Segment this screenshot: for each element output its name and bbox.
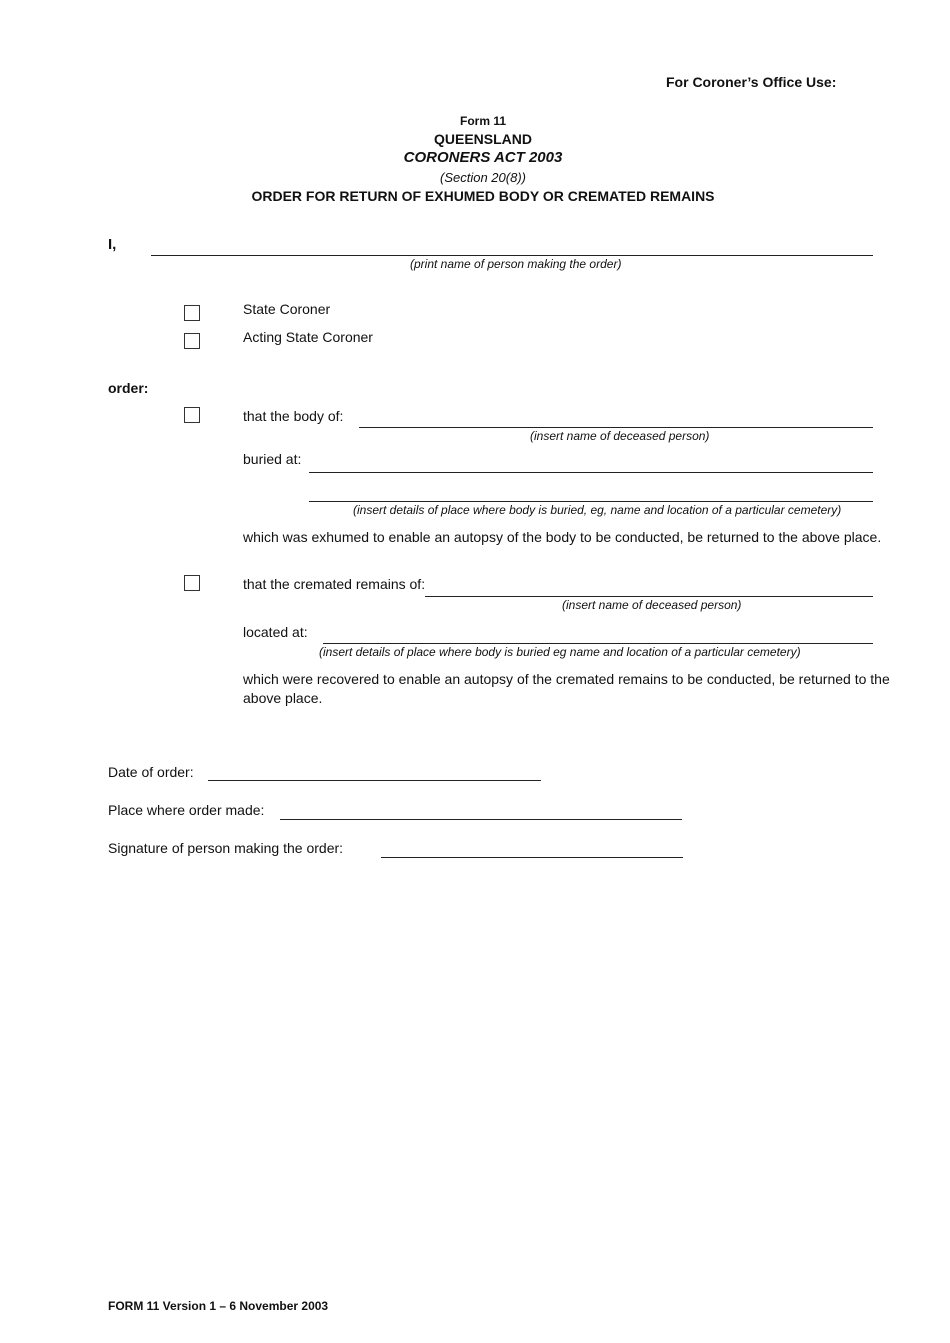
- buried-at-field-line2[interactable]: [309, 501, 873, 502]
- date-of-order-label: Date of order:: [108, 764, 194, 780]
- order-label: order:: [108, 380, 149, 396]
- located-at-caption: (insert details of place where body is buried eg name and location of a particular cemetery): [319, 645, 801, 659]
- place-order-made-field[interactable]: [280, 819, 682, 820]
- section-ref: (Section 20(8)): [440, 170, 526, 185]
- state-coroner-checkbox[interactable]: [184, 305, 200, 321]
- state-coroner-label: State Coroner: [243, 301, 331, 317]
- name-field[interactable]: [151, 255, 873, 256]
- form-version: FORM 11 Version 1 – 6 November 2003: [108, 1299, 329, 1313]
- signature-label: Signature of person making the order:: [108, 840, 344, 856]
- office-use-label: For Coroner’s Office Use:: [666, 74, 837, 90]
- remains-statement-line1: which were recovered to enable an autopsy of the cremated remains to be conducted, be returned to the: [243, 671, 890, 687]
- buried-at-label: buried at:: [243, 451, 302, 467]
- i-label: I,: [108, 236, 117, 253]
- remains-of-label: that the cremated remains of:: [243, 576, 426, 592]
- place-order-made-label: Place where order made:: [108, 802, 265, 818]
- body-return-checkbox[interactable]: [184, 407, 200, 423]
- form-number: Form 11: [459, 114, 507, 128]
- body-deceased-name-field[interactable]: [359, 427, 873, 428]
- date-of-order-field[interactable]: [208, 780, 541, 781]
- acting-state-coroner-label: Acting State Coroner: [243, 329, 373, 345]
- acting-state-coroner-checkbox[interactable]: [184, 333, 200, 349]
- body-of-label: that the body of:: [243, 408, 344, 424]
- signature-field[interactable]: [381, 857, 683, 858]
- buried-at-caption: (insert details of place where body is buried, eg, name and location of a particular cemetery): [353, 503, 842, 517]
- remains-statement-line2: above place.: [243, 690, 323, 706]
- state-name: QUEENSLAND: [433, 131, 532, 147]
- buried-at-field-line1[interactable]: [309, 472, 873, 473]
- name-caption: (print name of person making the order): [410, 257, 622, 271]
- remains-return-checkbox[interactable]: [184, 575, 200, 591]
- remains-deceased-name-field[interactable]: [425, 596, 873, 597]
- act-title: CORONERS ACT 2003: [403, 149, 563, 166]
- body-deceased-caption: (insert name of deceased person): [530, 429, 710, 443]
- body-statement: which was exhumed to enable an autopsy of the body to be conducted, be returned to the above place.: [243, 529, 882, 545]
- remains-deceased-caption: (insert name of deceased person): [562, 598, 742, 612]
- located-at-label: located at:: [243, 624, 308, 640]
- page-title: ORDER FOR RETURN OF EXHUMED BODY OR CREMATED REMAINS: [251, 188, 715, 204]
- located-at-field[interactable]: [323, 643, 873, 644]
